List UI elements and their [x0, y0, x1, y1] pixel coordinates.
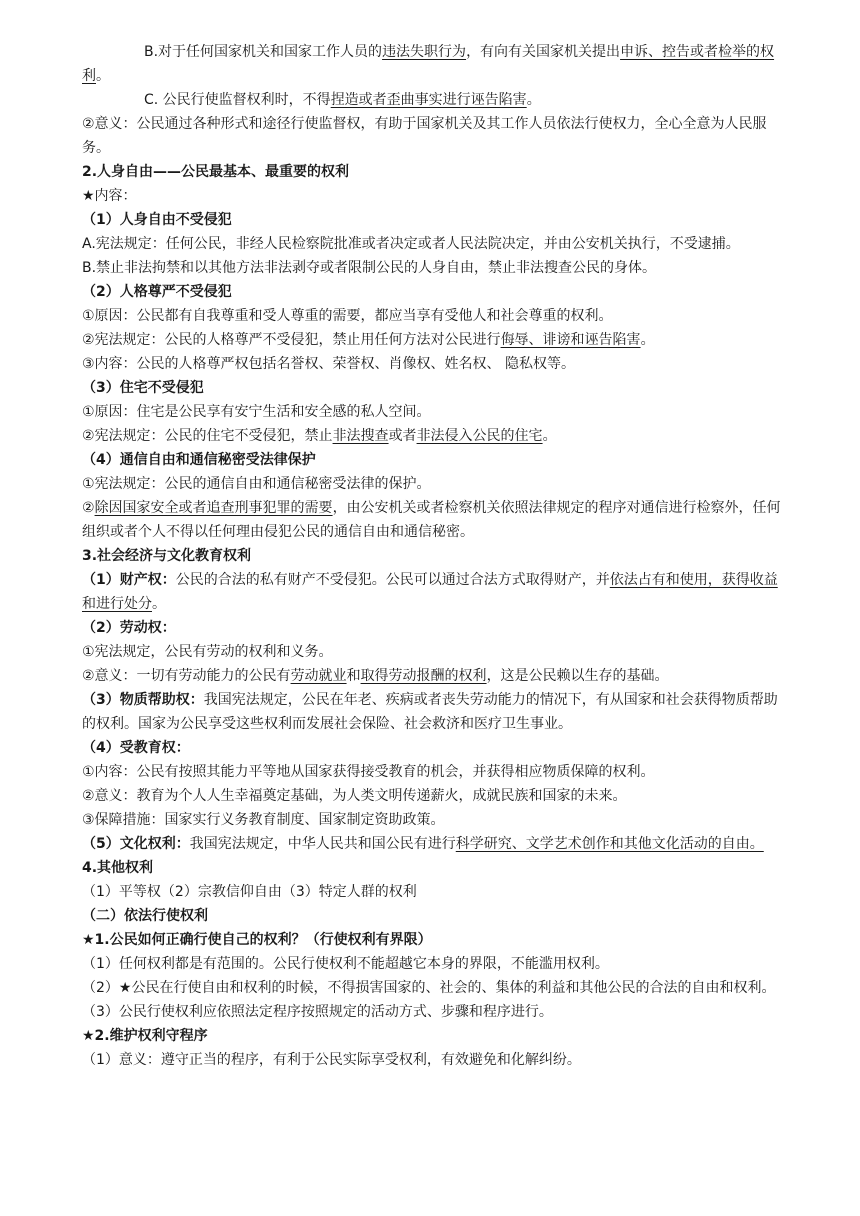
- paragraph: [82, 208, 782, 232]
- paragraph: [82, 760, 782, 784]
- paragraph: [82, 328, 782, 352]
- text-span: （1）任何权利都是有范围的。公民行使权利不能超越它本身的界限，不能滥用权利。: [82, 956, 609, 972]
- paragraph: [82, 424, 782, 448]
- underlined-text: 非法搜查: [332, 428, 389, 444]
- text-span: （1）意义：遵守正当的程序，有利于公民实际享受权利，有效避免和化解纠纷。: [82, 1052, 581, 1068]
- heading-text: 3.社会经济与文化教育权利: [82, 548, 252, 564]
- paragraph: [82, 496, 782, 544]
- paragraph: [82, 88, 782, 112]
- paragraph: [82, 304, 782, 328]
- underlined-text: 劳动就业: [290, 668, 347, 684]
- text-span: （3）公民行使权利应依照法定程序按照规定的活动方式、步骤和程序进行。: [82, 1004, 553, 1020]
- text-span: 。: [542, 428, 557, 444]
- text-span: ①宪法规定，公民有劳动的权利和义务。: [82, 644, 333, 660]
- text-span: B.对于任何国家机关和国家工作人员的: [144, 44, 383, 60]
- paragraph: [82, 664, 782, 688]
- text-span: ，有向有关国家机关提出: [466, 44, 621, 60]
- text-span: ①原因：公民都有自我尊重和受人尊重的需要，都应当享有受他人和社会尊重的权利。: [82, 308, 613, 324]
- paragraph: [82, 400, 782, 424]
- heading-text: （4）通信自由和通信秘密受法律保护: [82, 452, 316, 468]
- heading-text: （3）物质帮助权：: [82, 692, 204, 708]
- text-span: ②宪法规定：公民的住宅不受侵犯，禁止: [82, 428, 333, 444]
- paragraph: [82, 1000, 782, 1024]
- underlined-text: 违法失职行为: [382, 44, 467, 60]
- paragraph: [82, 1024, 782, 1048]
- heading-text: （2）人格尊严不受侵犯: [82, 284, 232, 300]
- underlined-text: 捏造或者歪曲事实进行诬告陷害: [330, 92, 527, 108]
- text-span: 。: [526, 92, 541, 108]
- text-span: ★内容：: [82, 188, 137, 204]
- text-span: 我国宪法规定，公民在年老、疾病或者丧失劳动能力的情况下，有从国家和社会获得物质帮助的权利。国家为公民享受这些权利而发展社会保险、社会救济和医疗卫生事业。: [82, 692, 778, 732]
- text-span: 公民的合法的私有财产不受侵犯。公民可以通过合法方式取得财产，并: [175, 572, 610, 588]
- text-span: ①宪法规定：公民的通信自由和通信秘密受法律的保护。: [82, 476, 431, 492]
- paragraph: [82, 184, 782, 208]
- heading-text: （4）受教育权：: [82, 740, 190, 756]
- paragraph: [82, 352, 782, 376]
- text-span: 。: [152, 596, 166, 612]
- paragraph: [82, 232, 782, 256]
- paragraph: [82, 688, 782, 736]
- text-span: ②宪法规定：公民的人格尊严不受侵犯，禁止用任何方法对公民进行: [82, 332, 501, 348]
- paragraph: [82, 904, 782, 928]
- underlined-text: 侮辱、诽谤和诬告陷害: [500, 332, 641, 348]
- paragraph: [82, 808, 782, 832]
- heading-text: ★1.公民如何正确行使自己的权利？（行使权利有界限）: [82, 932, 432, 948]
- text-span: 或者: [388, 428, 417, 444]
- document-body: [82, 40, 782, 1072]
- underlined-text: 申诉、控告或者检举的权利: [82, 44, 775, 84]
- heading-text: （1）财产权：: [82, 572, 176, 588]
- underlined-text: 非法侵入公民的住宅: [416, 428, 543, 444]
- text-span: 。: [640, 332, 655, 348]
- text-span: ③内容：公民的人格尊严权包括名誉权、荣誉权、肖像权、姓名权、 隐私权等。: [82, 356, 575, 372]
- paragraph: [82, 568, 782, 616]
- underlined-text: 科学研究、文学艺术创作和其他文化活动的自由。: [455, 836, 764, 852]
- text-span: 我国宪法规定，中华人民共和国公民有进行: [189, 836, 456, 852]
- text-span: 。: [96, 68, 110, 84]
- heading-text: （5）文化权利：: [82, 836, 190, 852]
- text-span: ②意义：一切有劳动能力的公民有: [82, 668, 291, 684]
- paragraph: [82, 832, 782, 856]
- underlined-text: 除因国家安全或者追查刑事犯罪的需要: [94, 500, 333, 516]
- paragraph: [82, 928, 782, 952]
- paragraph: [82, 544, 782, 568]
- paragraph: [82, 448, 782, 472]
- paragraph: [82, 376, 782, 400]
- paragraph: [82, 880, 782, 904]
- text-span: ①内容：公民有按照其能力平等地从国家获得接受教育的机会，并获得相应物质保障的权利。: [82, 764, 655, 780]
- text-span: B.禁止非法拘禁和以其他方法非法剥夺或者限制公民的人身自由，禁止非法搜查公民的身体。: [82, 260, 657, 276]
- heading-text: 4.其他权利: [82, 860, 154, 876]
- underlined-text: 取得劳动报酬的权利: [360, 668, 487, 684]
- heading-text: （3）住宅不受侵犯: [82, 380, 204, 396]
- paragraph: [82, 40, 782, 88]
- text-span: ②意义：公民通过各种形式和途径行使监督权，有助于国家机关及其工作人员依法行使权力，全心全意为人民服务。: [82, 116, 767, 156]
- paragraph: [82, 1048, 782, 1072]
- text-span: （2）★公民在行使自由和权利的时候，不得损害国家的、社会的、集体的利益和其他公民的合法的自由和权利。: [82, 980, 776, 996]
- text-span: A.宪法规定：任何公民，非经人民检察院批准或者决定或者人民法院决定，并由公安机关执行，不受逮捕。: [82, 236, 740, 252]
- text-span: ②: [82, 500, 95, 516]
- paragraph: [82, 256, 782, 280]
- paragraph: [82, 976, 782, 1000]
- paragraph: [82, 280, 782, 304]
- paragraph: [82, 160, 782, 184]
- text-span: 和: [346, 668, 361, 684]
- heading-text: （1）人身自由不受侵犯: [82, 212, 232, 228]
- heading-text: （2）劳动权：: [82, 620, 176, 636]
- heading-text: （二）依法行使权利: [82, 908, 208, 924]
- text-span: C. 公民行使监督权利时，不得: [144, 92, 331, 108]
- paragraph: [82, 640, 782, 664]
- text-span: ③保障措施：国家实行义务教育制度、国家制定资助政策。: [82, 812, 445, 828]
- text-span: ②意义：教育为个人人生幸福奠定基础，为人类文明传递薪火，成就民族和国家的未来。: [82, 788, 627, 804]
- paragraph: [82, 472, 782, 496]
- text-span: （1）平等权（2）宗教信仰自由（3）特定人群的权利: [82, 884, 417, 900]
- paragraph: [82, 112, 782, 160]
- paragraph: [82, 616, 782, 640]
- text-span: ①原因：住宅是公民享有安宁生活和安全感的私人空间。: [82, 404, 431, 420]
- heading-text: ★2.维护权利守程序: [82, 1028, 208, 1044]
- text-span: ，这是公民赖以生存的基础。: [486, 668, 669, 684]
- paragraph: [82, 784, 782, 808]
- heading-text: 2.人身自由——公民最基本、最重要的权利: [82, 164, 350, 180]
- paragraph: [82, 856, 782, 880]
- underlined-text: 依法占有和使用，获得收益和进行处分: [82, 572, 778, 612]
- paragraph: [82, 736, 782, 760]
- text-span: ，由公安机关或者检察机关依照法律规定的程序对通信进行检察外，任何组织或者个人不得以任何理由侵犯公民的通信自由和通信秘密。: [82, 500, 781, 540]
- paragraph: [82, 952, 782, 976]
